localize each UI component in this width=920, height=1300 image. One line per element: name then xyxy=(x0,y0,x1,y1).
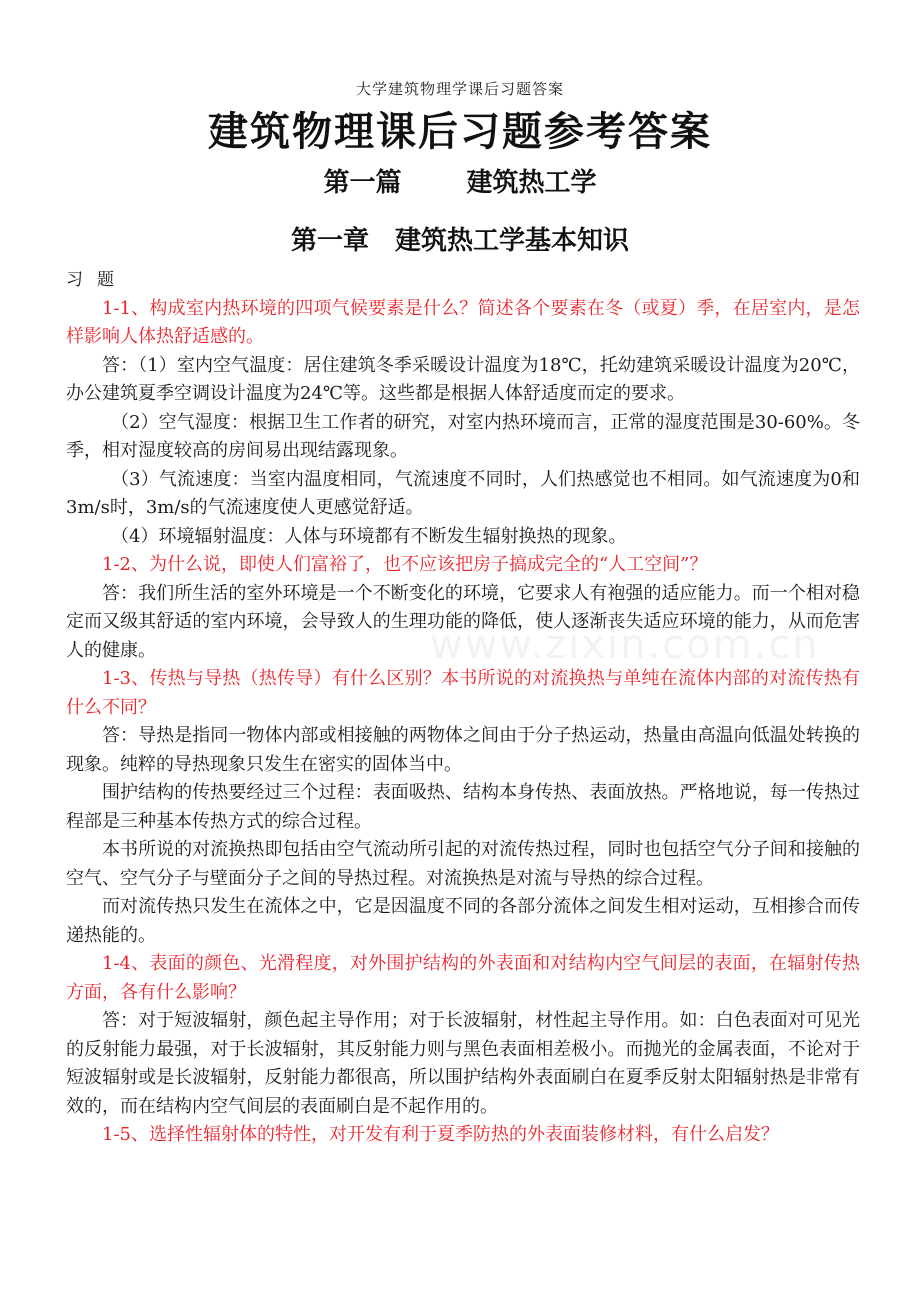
question-paragraph: 1-4、表面的颜色、光滑程度，对外围护结构的外表面和对结构内空气间层的表面，在辐射传热方面，各有什么影响？ xyxy=(66,953,860,1003)
answer-paragraph: 答：导热是指同一物体内部或相接触的两物体之间由于分子热运动，热量由高温向低温处转换的现象。纯粹的导热现象只发生在密实的固体当中。 xyxy=(66,725,860,775)
question-answer-list xyxy=(66,295,860,1150)
running-header: 大学建筑物理学课后习题答案 xyxy=(355,80,564,98)
chapter-title: 第一章 建筑热工学基本知识 xyxy=(290,226,629,256)
answer-paragraph: （2）空气湿度：根据卫生工作者的研究，对室内热环境而言，正常的湿度范围是30-60%。冬季，相对湿度较高的房间易出现结露现象。 xyxy=(66,411,860,461)
document-body xyxy=(66,266,860,1150)
answer-paragraph: （4）环境辐射温度：人体与环境都有不断发生辐射换热的现象。 xyxy=(111,525,627,547)
answer-paragraph: 围护结构的传热要经过三个过程：表面吸热、结构本身传热、表面放热。严格地说，每一传热过程部是三种基本传热方式的综合过程。 xyxy=(66,782,860,832)
answer-paragraph: 而对流传热只发生在流体之中，它是因温度不同的各部分流体之间发生相对运动，互相掺合而传递热能的。 xyxy=(66,896,860,946)
answer-paragraph: 本书所说的对流换热即包括由空气流动所引起的对流传热过程，同时也包括空气分子间和接触的空气、空气分子与壁面分子之间的导热过程。对流换热是对流与导热的综合过程。 xyxy=(66,839,860,889)
part-title: 第一篇 建筑热工学 xyxy=(323,168,597,198)
answer-paragraph: （3）气流速度：当室内温度相同，气流速度不同时，人们热感觉也不相同。如气流速度为0和3m/s时，3m/s的气流速度使人更感觉舒适。 xyxy=(66,468,860,518)
answer-paragraph: 答：对于短波辐射，颜色起主导作用；对于长波辐射，材性起主导作用。如：白色表面对可见光的反射能力最强，对于长波辐射，其反射能力则与黑色表面相差极小。而抛光的金属表面，不论对于短波辐射或是长波辐射，反射能力都很高，所以围护结构外表面刷白在夏季反射太阳辐射热是非常有效的，而在结构内空气间层的表面刷白是不起作用的。 xyxy=(66,1010,860,1117)
answer-paragraph: 答：我们所生活的室外环境是一个不断变化的环境，它要求人有袍强的适应能力。而一个相对稳定而又级其舒适的室内环境，会导致人的生理功能的降低，使人逐渐丧失适应环境的能力，从而危害人的健康。 xyxy=(66,582,860,661)
answer-paragraph: 答：（1）室内空气温度：居住建筑冬季采暖设计温度为18℃，托幼建筑采暖设计温度为20℃，办公建筑夏季空调设计温度为24℃等。这些都是根据人体舒适度而定的要求。 xyxy=(66,354,860,404)
document-title: 建筑物理课后习题参考答案 xyxy=(208,108,712,155)
question-paragraph: 1-2、为什么说，即使人们富裕了，也不应该把房子搞成完全的“人工空间”？ xyxy=(102,554,708,575)
question-paragraph: 1-5、选择性辐射体的特性，对开发有利于夏季防热的外表面装修材料，有什么启发？ xyxy=(102,1124,779,1145)
question-paragraph: 1-3、传热与导热（热传导）有什么区别？本书所说的对流换热与单纯在流体内部的对流传热有什么不同？ xyxy=(66,668,860,718)
section-label: 习题 xyxy=(66,270,128,290)
question-paragraph: 1-1、构成室内热环境的四项气候要素是什么？简述各个要素在冬（或夏）季，在居室内，是怎样影响人体热舒适感的。 xyxy=(66,297,860,347)
watermark: www.zixin.com.cn xyxy=(430,622,820,668)
